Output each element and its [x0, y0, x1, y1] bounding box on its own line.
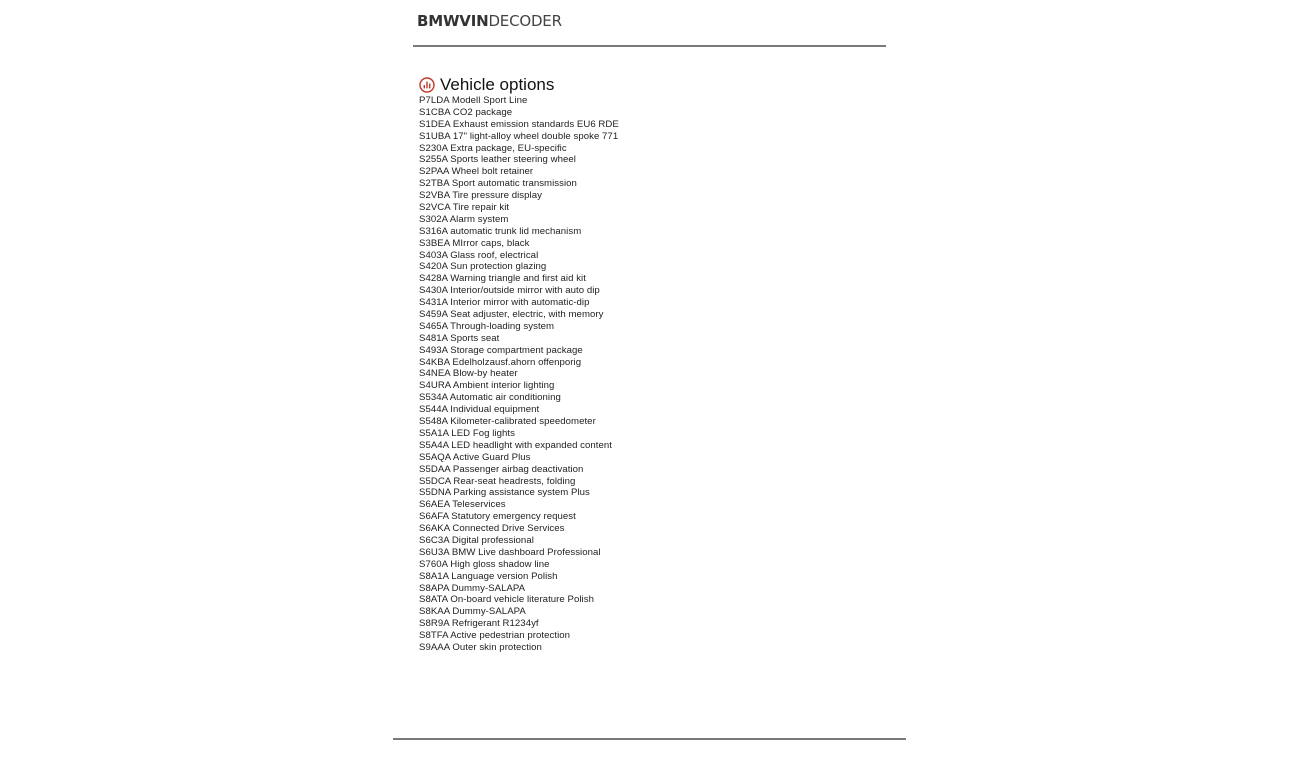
option-item: S2TBA Sport automatic transmission [419, 178, 577, 190]
option-item: S6AFA Statutory emergency request [419, 511, 576, 523]
section-heading [419, 75, 554, 95]
vehicle-options-list [419, 95, 619, 654]
option-item: S5AQA Active Guard Plus [419, 451, 531, 463]
footer-divider [393, 738, 906, 740]
option-item: S9AAA Outer skin protection [419, 641, 542, 653]
option-item: S302A Alarm system [419, 213, 509, 225]
option-item: S430A Interior/outside mirror with auto dip [419, 285, 600, 297]
option-item: S431A Interior mirror with automatic-dip [419, 297, 590, 309]
section-title: Vehicle options [440, 75, 555, 94]
option-item: S255A Sports leather steering wheel [419, 154, 576, 166]
option-item: S760A High gloss shadow line [419, 558, 550, 570]
option-item: S5DNA Parking assistance system Plus [419, 487, 590, 499]
option-item: S481A Sports seat [419, 332, 500, 344]
option-item: S5A4A LED headlight with expanded content [419, 439, 612, 451]
option-item: S6AEA Teleservices [419, 499, 506, 511]
option-item: S4KBA Edelholzausf.ahorn offenporig [419, 356, 582, 368]
option-item: S316A automatic trunk lid mechanism [419, 225, 582, 237]
site-logo[interactable] [417, 11, 562, 31]
option-item: S2PAA Wheel bolt retainer [419, 166, 534, 178]
option-item: S5A1A LED Fog lights [419, 427, 515, 439]
option-item: S428A Warning triangle and first aid kit [419, 273, 586, 285]
option-item: S3BEA MIrror caps, black [419, 237, 530, 249]
option-item: S6C3A Digital professional [419, 534, 534, 546]
option-item: S534A Automatic air conditioning [419, 392, 561, 404]
option-item: S6AKA Connected Drive Services [419, 523, 565, 535]
option-item: S8ATA On-board vehicle literature Polish [419, 594, 594, 606]
option-item: P7LDA Modell Sport Line [419, 95, 528, 106]
option-item: S1DEA Exhaust emission standards EU6 RDE [419, 118, 619, 130]
option-item: S8A1A Language version Polish [419, 570, 558, 582]
option-item: S5DCA Rear-seat headrests, folding [419, 475, 576, 487]
option-item: S544A Individual equipment [419, 404, 540, 416]
option-item: S1CBA CO2 package [419, 106, 513, 118]
option-item: S420A Sun protection glazing [419, 261, 547, 273]
option-item: S548A Kilometer-calibrated speedometer [419, 416, 596, 428]
option-item: S2VBA Tire pressure display [419, 190, 542, 202]
option-item: S4NEA Blow-by heater [419, 368, 518, 380]
option-item: S8TFA Active pedestrian protection [419, 630, 571, 642]
option-item: S459A Seat adjuster, electric, with memory [419, 309, 604, 321]
option-item: S230A Extra package, EU-specific [419, 142, 567, 154]
option-item: S493A Storage compartment package [419, 344, 583, 356]
option-item: S4URA Ambient interior lighting [419, 380, 555, 392]
option-item: S6U3A BMW Live dashboard Professional [419, 546, 601, 558]
option-item: S403A Glass roof, electrical [419, 249, 539, 261]
option-item: S465A Through-loading system [419, 320, 555, 332]
logo-bold-text: BMWVIN [417, 12, 489, 30]
option-item: S5DAA Passenger airbag deactivation [419, 463, 584, 475]
option-item: S8APA Dummy-SALAPA [419, 582, 526, 594]
option-item: S2VCA Tire repair kit [419, 202, 510, 214]
option-item: S8KAA Dummy-SALAPA [419, 606, 526, 618]
logo-light-text: DECODER [488, 12, 562, 30]
bar-chart-circle-icon [419, 77, 435, 93]
header-divider [413, 45, 886, 47]
option-item: S1UBA 17" light-alloy wheel double spoke 771 [419, 130, 619, 142]
option-item: S8R9A Refrigerant R1234yf [419, 618, 539, 630]
